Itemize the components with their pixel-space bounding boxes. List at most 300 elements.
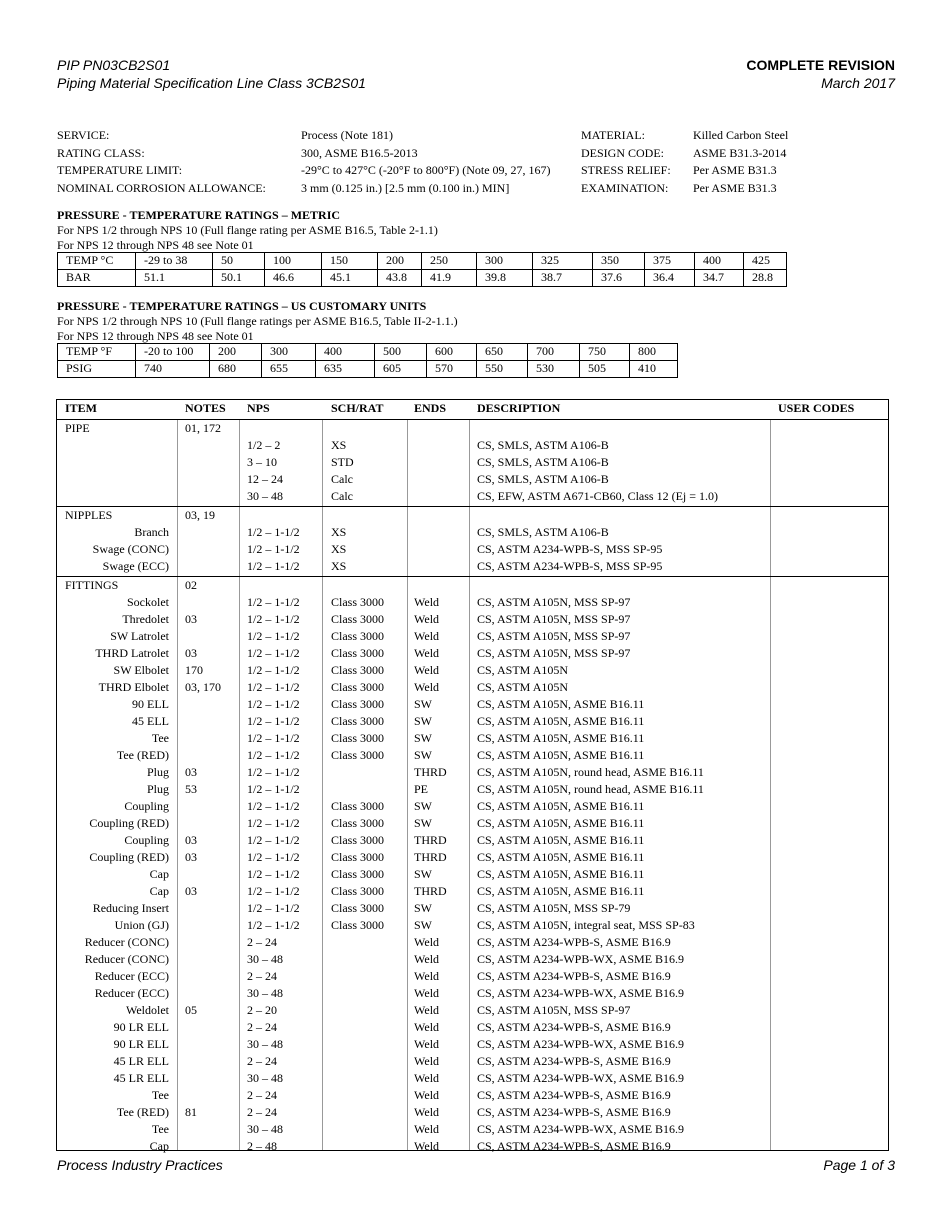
col-user-codes: USER CODES [778, 401, 855, 415]
ratings-cell: TEMP °C [58, 253, 136, 270]
cell-nps: 1/2 – 1-1/2 [247, 850, 300, 864]
cell-sch: Class 3000 [331, 697, 385, 711]
cell-notes: 03 [185, 646, 197, 660]
info-label: SERVICE: [57, 128, 110, 142]
ratings-cell: 530 [528, 361, 580, 378]
ratings-row [58, 361, 678, 378]
cell-notes: 03 [185, 850, 197, 864]
cell-desc: CS, SMLS, ASTM A106-B [477, 455, 609, 469]
group-heading-row [57, 507, 888, 524]
ratings-cell: 37.6 [593, 270, 645, 287]
cell-nps: 1/2 – 1-1/2 [247, 901, 300, 915]
cell-nps: 1/2 – 1-1/2 [247, 765, 300, 779]
cell-desc: CS, ASTM A105N, MSS SP-79 [477, 901, 631, 915]
cell-desc: CS, ASTM A105N, integral seat, MSS SP-83 [477, 918, 695, 932]
cell-ends: Weld [414, 663, 440, 677]
cell-ends: PE [414, 782, 429, 796]
cell-desc: CS, ASTM A105N, ASME B16.11 [477, 799, 645, 813]
table-row [57, 951, 888, 968]
cell-notes: 03 [185, 612, 197, 626]
cell-item: THRD Latrolet [95, 646, 169, 660]
table-row [57, 1104, 888, 1121]
table-row [57, 866, 888, 883]
ratings-cell: 50.1 [213, 270, 265, 287]
info-value: 300, ASME B16.5-2013 [301, 145, 418, 160]
cell-item: Coupling [124, 799, 169, 813]
cell-nps: 1/2 – 1-1/2 [247, 612, 300, 626]
cell-item: Cap [149, 867, 169, 881]
info-row [57, 163, 897, 181]
col-sch: SCH/RAT [331, 401, 384, 415]
cell-ends: SW [414, 714, 432, 728]
table-row [57, 815, 888, 832]
cell-desc: CS, SMLS, ASTM A106-B [477, 525, 609, 539]
cell-nps: 2 – 24 [247, 1088, 277, 1102]
ratings-row [58, 253, 787, 270]
ratings-cell: 600 [427, 344, 477, 361]
cell-nps: 30 – 48 [247, 1071, 283, 1085]
us-note-1: For NPS 1/2 through NPS 10 (Full flange ratings per ASME B16.5, Table II-2-1.1.) [57, 314, 458, 328]
cell-nps: 2 – 20 [247, 1003, 277, 1017]
cell-item: 45 ELL [132, 714, 169, 728]
cell-nps: 30 – 48 [247, 986, 283, 1000]
ratings-cell: 700 [528, 344, 580, 361]
ratings-cell: PSIG [58, 361, 136, 378]
ratings-cell: 34.7 [695, 270, 744, 287]
cell-sch: Class 3000 [331, 901, 385, 915]
cell-item: 45 LR ELL [113, 1071, 169, 1085]
cell-item: THRD Elbolet [98, 680, 169, 694]
cell-notes: 05 [185, 1003, 197, 1017]
cell-item: Tee [151, 731, 169, 745]
info-label2: EXAMINATION: [581, 180, 669, 195]
cell-desc: CS, SMLS, ASTM A106-B [477, 438, 609, 452]
cell-ends: SW [414, 799, 432, 813]
cell-nps: 2 – 24 [247, 1105, 277, 1119]
cell-nps: 30 – 48 [247, 1122, 283, 1136]
table-row [57, 764, 888, 781]
cell-ends: Weld [414, 1054, 440, 1068]
cell-item: Union (GJ) [114, 918, 169, 932]
info-value: 3 mm (0.125 in.) [2.5 mm (0.100 in.) MIN] [301, 180, 510, 195]
table-row [57, 832, 888, 849]
cell-desc: CS, ASTM A105N, ASME B16.11 [477, 884, 645, 898]
cell-item: Tee (RED) [116, 1105, 169, 1119]
cell-nps: 1/2 – 1-1/2 [247, 918, 300, 932]
table-row [57, 524, 888, 541]
cell-nps: 1/2 – 1-1/2 [247, 697, 300, 711]
ratings-cell: 350 [593, 253, 645, 270]
cell-notes: 03, 170 [185, 680, 221, 694]
table-row [57, 662, 888, 679]
cell-ends: SW [414, 901, 432, 915]
cell-sch: Class 3000 [331, 833, 385, 847]
cell-nps: 1/2 – 1-1/2 [247, 884, 300, 898]
cell-item: Reducer (ECC) [94, 986, 169, 1000]
cell-sch: XS [331, 525, 347, 539]
info-label2: DESIGN CODE: [581, 145, 664, 160]
cell-item: Sockolet [127, 595, 169, 609]
ratings-cell: 100 [265, 253, 322, 270]
cell-ends: THRD [414, 884, 447, 898]
table-row [57, 558, 888, 575]
cell-ends: Weld [414, 646, 440, 660]
cell-ends: Weld [414, 1071, 440, 1085]
info-value2: Per ASME B31.3 [693, 163, 777, 177]
cell-item: Branch [134, 525, 169, 539]
cell-nps: 1/2 – 1-1/2 [247, 542, 300, 556]
table-row [57, 781, 888, 798]
table-row [57, 471, 888, 488]
table-row [57, 1121, 888, 1138]
ratings-cell: 750 [580, 344, 630, 361]
cell-nps: 30 – 48 [247, 489, 283, 503]
cell-nps: 1/2 – 1-1/2 [247, 731, 300, 745]
table-row [57, 488, 888, 505]
cell-nps: 1/2 – 1-1/2 [247, 748, 300, 762]
cell-desc: CS, ASTM A105N, MSS SP-97 [477, 1003, 631, 1017]
cell-ends: Weld [414, 680, 440, 694]
cell-sch: Class 3000 [331, 850, 385, 864]
us-title: PRESSURE - TEMPERATURE RATINGS – US CUSTOMARY UNITS [57, 299, 427, 313]
ratings-cell: 325 [533, 253, 593, 270]
cell-sch: Class 3000 [331, 799, 385, 813]
cell-sch: Calc [331, 489, 353, 503]
cell-desc: CS, ASTM A105N, MSS SP-97 [477, 629, 631, 643]
cell-ends: Weld [414, 1020, 440, 1034]
ratings-cell: 300 [262, 344, 316, 361]
col-nps: NPS [247, 401, 270, 415]
ratings-cell: 500 [375, 344, 427, 361]
cell-desc: CS, ASTM A105N, MSS SP-97 [477, 646, 631, 660]
cell-desc: CS, ASTM A234-WPB-WX, ASME B16.9 [477, 1071, 685, 1085]
table-row [57, 747, 888, 764]
cell-nps: 1/2 – 1-1/2 [247, 833, 300, 847]
info-label: TEMPERATURE LIMIT: [57, 163, 183, 177]
ratings-cell: 635 [316, 361, 375, 378]
cell-desc: CS, ASTM A105N, ASME B16.11 [477, 748, 645, 762]
table-row [57, 849, 888, 866]
cell-nps: 1/2 – 1-1/2 [247, 663, 300, 677]
col-notes: NOTES [185, 401, 226, 415]
table-row [57, 541, 888, 558]
cell-item: 90 LR ELL [113, 1020, 169, 1034]
cell-item: Weldolet [125, 1003, 169, 1017]
ratings-cell: 200 [378, 253, 422, 270]
components-table [56, 399, 889, 1151]
cell-sch: Class 3000 [331, 646, 385, 660]
ratings-cell: 150 [322, 253, 378, 270]
info-row [57, 146, 897, 164]
cell-desc: CS, ASTM A105N, round head, ASME B16.11 [477, 765, 704, 779]
cell-notes: 03 [185, 884, 197, 898]
cell-nps: 1/2 – 1-1/2 [247, 680, 300, 694]
info-value2: Killed Carbon Steel [693, 128, 789, 142]
cell-ends: Weld [414, 952, 440, 966]
cell-item: 90 LR ELL [113, 1037, 169, 1051]
info-label2: STRESS RELIEF: [581, 163, 671, 177]
cell-sch: XS [331, 542, 347, 556]
cell-item: Coupling (RED) [89, 850, 169, 864]
cell-notes: 03 [185, 833, 197, 847]
cell-ends: THRD [414, 833, 447, 847]
metric-ratings-section [57, 208, 787, 287]
cell-ends: SW [414, 697, 432, 711]
cell-item: Swage (CONC) [92, 542, 169, 556]
cell-desc: CS, ASTM A234-WPB-S, ASME B16.9 [477, 969, 671, 983]
cell-ends: Weld [414, 986, 440, 1000]
doc-id: PIP PN03CB2S01 [57, 57, 171, 73]
cell-sch: XS [331, 438, 347, 452]
cell-nps: 2 – 24 [247, 1020, 277, 1034]
ratings-cell: 300 [477, 253, 533, 270]
table-row [57, 611, 888, 628]
cell-item: FITTINGS [65, 578, 119, 592]
cell-notes: 01, 172 [185, 421, 221, 435]
ratings-cell: BAR [58, 270, 136, 287]
revision-label: COMPLETE REVISION [746, 57, 895, 73]
table-row [57, 713, 888, 730]
info-value: Process (Note 181) [301, 128, 393, 142]
ratings-cell: 250 [422, 253, 477, 270]
cell-sch: Class 3000 [331, 595, 385, 609]
cell-item: 45 LR ELL [113, 1054, 169, 1068]
cell-nps: 1/2 – 1-1/2 [247, 867, 300, 881]
cell-sch: Class 3000 [331, 748, 385, 762]
footer-org: Process Industry Practices [57, 1157, 223, 1173]
cell-nps: 2 – 24 [247, 935, 277, 949]
cell-ends: Weld [414, 1122, 440, 1136]
cell-desc: CS, ASTM A234-WPB-WX, ASME B16.9 [477, 952, 685, 966]
cell-notes: 53 [185, 782, 197, 796]
ratings-cell: 570 [427, 361, 477, 378]
table-row [57, 679, 888, 696]
cell-sch: Class 3000 [331, 884, 385, 898]
cell-ends: SW [414, 918, 432, 932]
cell-desc: CS, ASTM A234-WPB-S, ASME B16.9 [477, 1139, 671, 1153]
table-row [57, 730, 888, 747]
cell-nps: 1/2 – 1-1/2 [247, 559, 300, 573]
ratings-cell: 375 [645, 253, 695, 270]
cell-ends: THRD [414, 850, 447, 864]
cell-desc: CS, ASTM A105N, ASME B16.11 [477, 697, 645, 711]
cell-desc: CS, ASTM A234-WPB-S, ASME B16.9 [477, 1020, 671, 1034]
info-label: RATING CLASS: [57, 145, 145, 160]
col-description: DESCRIPTION [477, 401, 561, 415]
table-row [57, 1138, 888, 1155]
page-number: Page 1 of 3 [823, 1157, 895, 1173]
info-value2: Per ASME B31.3 [693, 180, 777, 195]
ratings-cell: 425 [744, 253, 787, 270]
cell-ends: Weld [414, 1088, 440, 1102]
ratings-cell: 650 [477, 344, 528, 361]
col-ends: ENDS [414, 401, 447, 415]
ratings-cell: -29 to 38 [136, 253, 213, 270]
cell-nps: 1/2 – 2 [247, 438, 281, 452]
cell-ends: SW [414, 731, 432, 745]
cell-nps: 1/2 – 1-1/2 [247, 525, 300, 539]
ratings-cell: 41.9 [422, 270, 477, 287]
table-row [57, 628, 888, 645]
info-value2: ASME B31.3-2014 [693, 145, 787, 160]
cell-sch: Calc [331, 472, 353, 486]
group-heading-row [57, 577, 888, 594]
doc-title: Piping Material Specification Line Class 3CB2S01 [57, 75, 366, 91]
ratings-cell: 51.1 [136, 270, 213, 287]
cell-sch: Class 3000 [331, 918, 385, 932]
cell-ends: Weld [414, 1105, 440, 1119]
cell-desc: CS, ASTM A234-WPB-S, ASME B16.9 [477, 1105, 671, 1119]
cell-desc: CS, ASTM A105N [477, 680, 569, 694]
cell-desc: CS, ASTM A105N, ASME B16.11 [477, 833, 645, 847]
cell-item: SW Latrolet [110, 629, 169, 643]
ratings-cell: 38.7 [533, 270, 593, 287]
cell-item: Reducer (CONC) [84, 952, 169, 966]
cell-ends: SW [414, 867, 432, 881]
cell-nps: 2 – 24 [247, 969, 277, 983]
cell-nps: 1/2 – 1-1/2 [247, 629, 300, 643]
table-row [57, 1070, 888, 1087]
ratings-cell: 46.6 [265, 270, 322, 287]
cell-nps: 1/2 – 1-1/2 [247, 595, 300, 609]
cell-item: Cap [149, 884, 169, 898]
table-row [57, 968, 888, 985]
ratings-cell: 605 [375, 361, 427, 378]
cell-ends: Weld [414, 1003, 440, 1017]
ratings-cell: 800 [630, 344, 678, 361]
cell-nps: 1/2 – 1-1/2 [247, 646, 300, 660]
cell-desc: CS, ASTM A234-WPB-S, MSS SP-95 [477, 559, 663, 573]
cell-ends: Weld [414, 629, 440, 643]
cell-item: Coupling (RED) [89, 816, 169, 830]
cell-item: Swage (ECC) [102, 559, 169, 573]
cell-sch: Class 3000 [331, 663, 385, 677]
metric-note-1: For NPS 1/2 through NPS 10 (Full flange rating per ASME B16.5, Table 2-1.1) [57, 223, 438, 237]
cell-sch: Class 3000 [331, 629, 385, 643]
ratings-cell: 740 [136, 361, 210, 378]
cell-sch: Class 3000 [331, 867, 385, 881]
cell-item: Reducer (ECC) [94, 969, 169, 983]
cell-nps: 2 – 24 [247, 1054, 277, 1068]
ratings-cell: 400 [695, 253, 744, 270]
cell-ends: Weld [414, 595, 440, 609]
cell-desc: CS, ASTM A105N [477, 663, 569, 677]
cell-item: NIPPLES [65, 508, 113, 522]
table-row [57, 917, 888, 934]
cell-nps: 1/2 – 1-1/2 [247, 799, 300, 813]
cell-item: Coupling [124, 833, 169, 847]
cell-desc: CS, ASTM A234-WPB-WX, ASME B16.9 [477, 986, 685, 1000]
table-row [57, 883, 888, 900]
revision-date: March 2017 [821, 75, 895, 91]
service-info [57, 128, 897, 198]
table-row [57, 594, 888, 611]
cell-item: PIPE [65, 421, 90, 435]
cell-item: Cap [149, 1139, 169, 1153]
info-row [57, 181, 897, 199]
us-ratings-table [57, 343, 678, 378]
info-label: NOMINAL CORROSION ALLOWANCE: [57, 180, 266, 195]
cell-item: Reducer (CONC) [84, 935, 169, 949]
cell-ends: SW [414, 748, 432, 762]
ratings-cell: 28.8 [744, 270, 787, 287]
table-row [57, 696, 888, 713]
cell-item: Plug [146, 765, 169, 779]
cell-desc: CS, ASTM A234-WPB-S, ASME B16.9 [477, 1088, 671, 1102]
ratings-cell: 550 [477, 361, 528, 378]
table-row [57, 1019, 888, 1036]
components-table-header [57, 400, 888, 420]
info-row [57, 128, 897, 146]
cell-desc: CS, ASTM A105N, ASME B16.11 [477, 714, 645, 728]
cell-desc: CS, ASTM A105N, ASME B16.11 [477, 816, 645, 830]
cell-ends: Weld [414, 969, 440, 983]
table-row [57, 1036, 888, 1053]
cell-sch: STD [331, 455, 354, 469]
cell-sch: XS [331, 559, 347, 573]
info-value: -29°C to 427°C (-20°F to 800°F) (Note 09, 27, 167) [301, 163, 551, 177]
cell-item: Plug [146, 782, 169, 796]
cell-item: SW Elbolet [113, 663, 169, 677]
ratings-cell: 505 [580, 361, 630, 378]
cell-notes: 03 [185, 765, 197, 779]
ratings-row [58, 344, 678, 361]
cell-desc: CS, ASTM A105N, round head, ASME B16.11 [477, 782, 704, 796]
table-row [57, 645, 888, 662]
cell-desc: CS, ASTM A234-WPB-S, MSS SP-95 [477, 542, 663, 556]
table-row [57, 1002, 888, 1019]
cell-item: Reducing Insert [92, 901, 169, 915]
metric-ratings-table [57, 252, 787, 287]
cell-item: Tee (RED) [116, 748, 169, 762]
us-note-2: For NPS 12 through NPS 48 see Note 01 [57, 328, 254, 343]
ratings-row [58, 270, 787, 287]
ratings-cell: 45.1 [322, 270, 378, 287]
cell-notes: 170 [185, 663, 203, 677]
ratings-cell: 43.8 [378, 270, 422, 287]
metric-note-2: For NPS 12 through NPS 48 see Note 01 [57, 237, 254, 252]
cell-item: 90 ELL [132, 697, 169, 711]
cell-nps: 1/2 – 1-1/2 [247, 714, 300, 728]
cell-item: Tee [151, 1122, 169, 1136]
table-row [57, 900, 888, 917]
ratings-cell: 400 [316, 344, 375, 361]
ratings-cell: 680 [210, 361, 262, 378]
ratings-cell: TEMP °F [58, 344, 136, 361]
ratings-cell: 410 [630, 361, 678, 378]
table-row [57, 454, 888, 471]
cell-sch: Class 3000 [331, 731, 385, 745]
table-row [57, 1053, 888, 1070]
cell-nps: 1/2 – 1-1/2 [247, 782, 300, 796]
cell-ends: Weld [414, 935, 440, 949]
cell-sch: Class 3000 [331, 816, 385, 830]
ratings-cell: 50 [213, 253, 265, 270]
cell-desc: CS, ASTM A105N, ASME B16.11 [477, 850, 645, 864]
cell-nps: 1/2 – 1-1/2 [247, 816, 300, 830]
cell-desc: CS, ASTM A105N, ASME B16.11 [477, 867, 645, 881]
cell-desc: CS, ASTM A105N, MSS SP-97 [477, 595, 631, 609]
table-row [57, 1087, 888, 1104]
table-row [57, 437, 888, 454]
table-row [57, 985, 888, 1002]
cell-notes: 03, 19 [185, 508, 215, 522]
cell-desc: CS, ASTM A105N, ASME B16.11 [477, 731, 645, 745]
cell-sch: Class 3000 [331, 612, 385, 626]
table-row [57, 934, 888, 951]
group-heading-row [57, 420, 888, 437]
ratings-cell: -20 to 100 [136, 344, 210, 361]
